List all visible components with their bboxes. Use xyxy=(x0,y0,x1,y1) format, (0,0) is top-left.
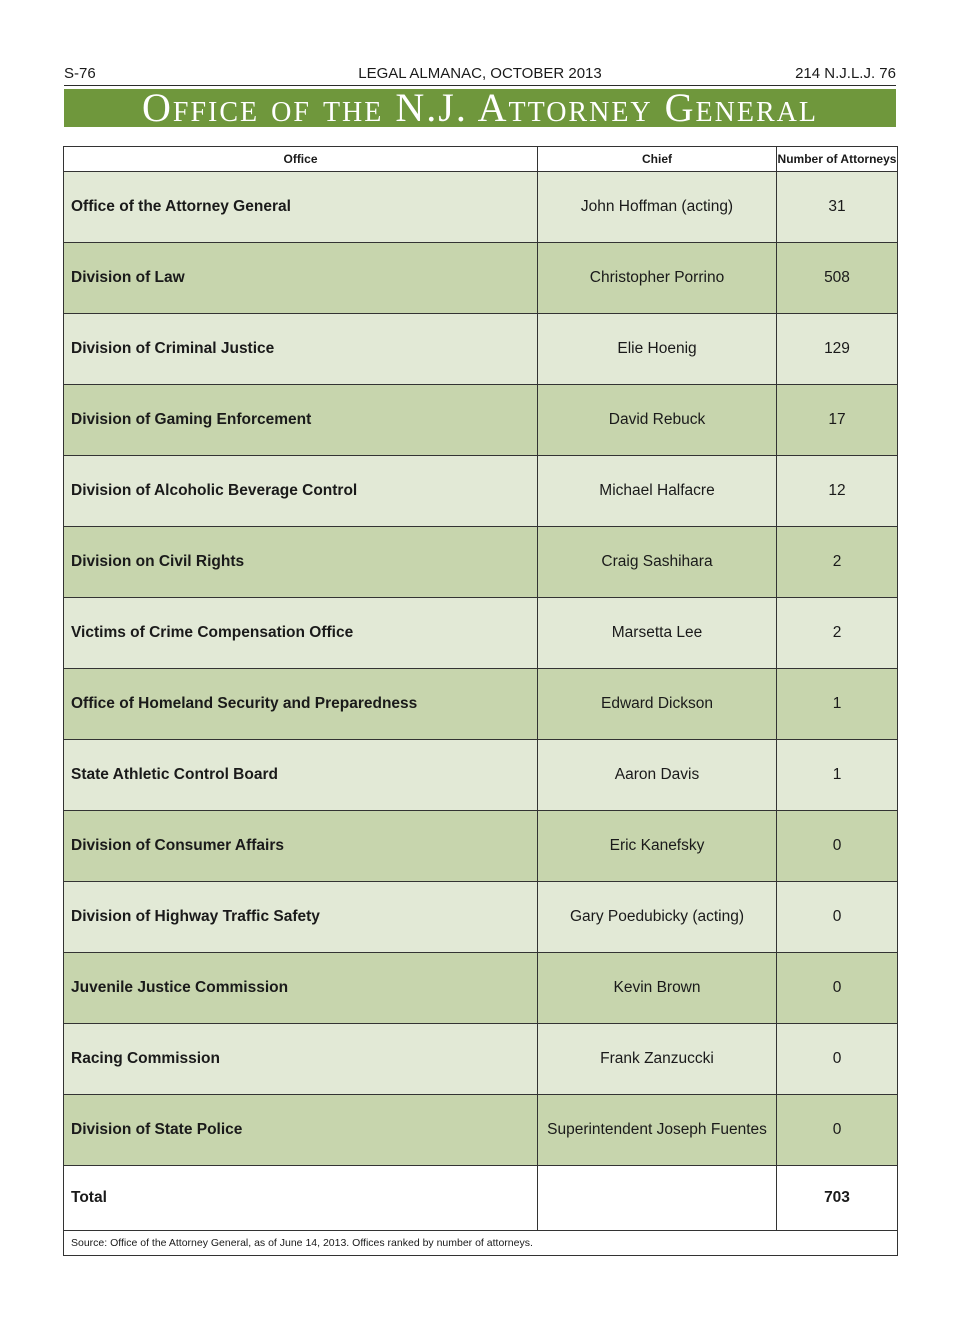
chief-cell: Elie Hoenig xyxy=(538,314,777,385)
table-body xyxy=(64,172,898,1256)
table-row xyxy=(64,314,898,385)
attorney-count-cell: 2 xyxy=(777,527,898,598)
chief-cell: Marsetta Lee xyxy=(538,598,777,669)
attorney-count-cell: 1 xyxy=(777,740,898,811)
table-row xyxy=(64,811,898,882)
running-head xyxy=(64,63,896,86)
office-cell: Office of Homeland Security and Preparedness xyxy=(64,669,538,740)
chief-cell: Gary Poedubicky (acting) xyxy=(538,882,777,953)
table-row xyxy=(64,669,898,740)
attorney-count-cell: 31 xyxy=(777,172,898,243)
office-cell: Juvenile Justice Commission xyxy=(64,953,538,1024)
attorney-count-cell: 508 xyxy=(777,243,898,314)
chief-cell: Frank Zanzuccki xyxy=(538,1024,777,1095)
attorney-count-cell: 0 xyxy=(777,1024,898,1095)
chief-cell: Aaron Davis xyxy=(538,740,777,811)
chief-cell: Christopher Porrino xyxy=(538,243,777,314)
chief-cell: Michael Halfacre xyxy=(538,456,777,527)
office-cell: Division of State Police xyxy=(64,1095,538,1166)
table-row xyxy=(64,953,898,1024)
source-row xyxy=(64,1231,898,1256)
page-title: Office of the N.J. Attorney General xyxy=(64,89,896,127)
office-cell: Division of Consumer Affairs xyxy=(64,811,538,882)
publication-title: LEGAL ALMANAC, OCTOBER 2013 xyxy=(358,65,602,82)
attorney-count-cell: 17 xyxy=(777,385,898,456)
chief-cell: Kevin Brown xyxy=(538,953,777,1024)
attorney-count-cell: 2 xyxy=(777,598,898,669)
table-row xyxy=(64,385,898,456)
office-cell: Division of Criminal Justice xyxy=(64,314,538,385)
attorney-count-cell: 0 xyxy=(777,1095,898,1166)
office-cell: Victims of Crime Compensation Office xyxy=(64,598,538,669)
total-label: Total xyxy=(64,1166,538,1231)
office-cell: Division of Alcoholic Beverage Control xyxy=(64,456,538,527)
total-attorneys: 703 xyxy=(777,1166,898,1231)
chief-cell: Eric Kanefsky xyxy=(538,811,777,882)
office-cell: State Athletic Control Board xyxy=(64,740,538,811)
attorney-count-cell: 0 xyxy=(777,882,898,953)
office-cell: Division of Gaming Enforcement xyxy=(64,385,538,456)
attorney-count-cell: 0 xyxy=(777,811,898,882)
office-cell: Racing Commission xyxy=(64,1024,538,1095)
source-note: Source: Office of the Attorney General, as of June 14, 2013. Offices ranked by number of attorneys. xyxy=(64,1231,898,1256)
table-row xyxy=(64,1024,898,1095)
office-cell: Division on Civil Rights xyxy=(64,527,538,598)
attorney-general-table xyxy=(63,146,898,1256)
page-number: S-76 xyxy=(64,65,96,82)
citation: 214 N.J.L.J. 76 xyxy=(795,65,896,82)
table-row xyxy=(64,527,898,598)
total-row xyxy=(64,1166,898,1231)
table-row xyxy=(64,172,898,243)
column-header-chief: Chief xyxy=(538,147,777,172)
table-header-row xyxy=(64,147,898,172)
office-cell: Office of the Attorney General xyxy=(64,172,538,243)
table-row xyxy=(64,1095,898,1166)
table-row xyxy=(64,456,898,527)
office-cell: Division of Law xyxy=(64,243,538,314)
column-header-attorneys: Number of Attorneys xyxy=(777,147,898,172)
table-row xyxy=(64,882,898,953)
total-chief-cell xyxy=(538,1166,777,1231)
office-cell: Division of Highway Traffic Safety xyxy=(64,882,538,953)
chief-cell: Edward Dickson xyxy=(538,669,777,740)
chief-cell: John Hoffman (acting) xyxy=(538,172,777,243)
table-row xyxy=(64,598,898,669)
attorney-count-cell: 129 xyxy=(777,314,898,385)
chief-cell: David Rebuck xyxy=(538,385,777,456)
attorney-count-cell: 12 xyxy=(777,456,898,527)
attorney-count-cell: 0 xyxy=(777,953,898,1024)
attorney-count-cell: 1 xyxy=(777,669,898,740)
table-row xyxy=(64,740,898,811)
column-header-office: Office xyxy=(64,147,538,172)
table-row xyxy=(64,243,898,314)
chief-cell: Craig Sashihara xyxy=(538,527,777,598)
chief-cell: Superintendent Joseph Fuentes xyxy=(538,1095,777,1166)
